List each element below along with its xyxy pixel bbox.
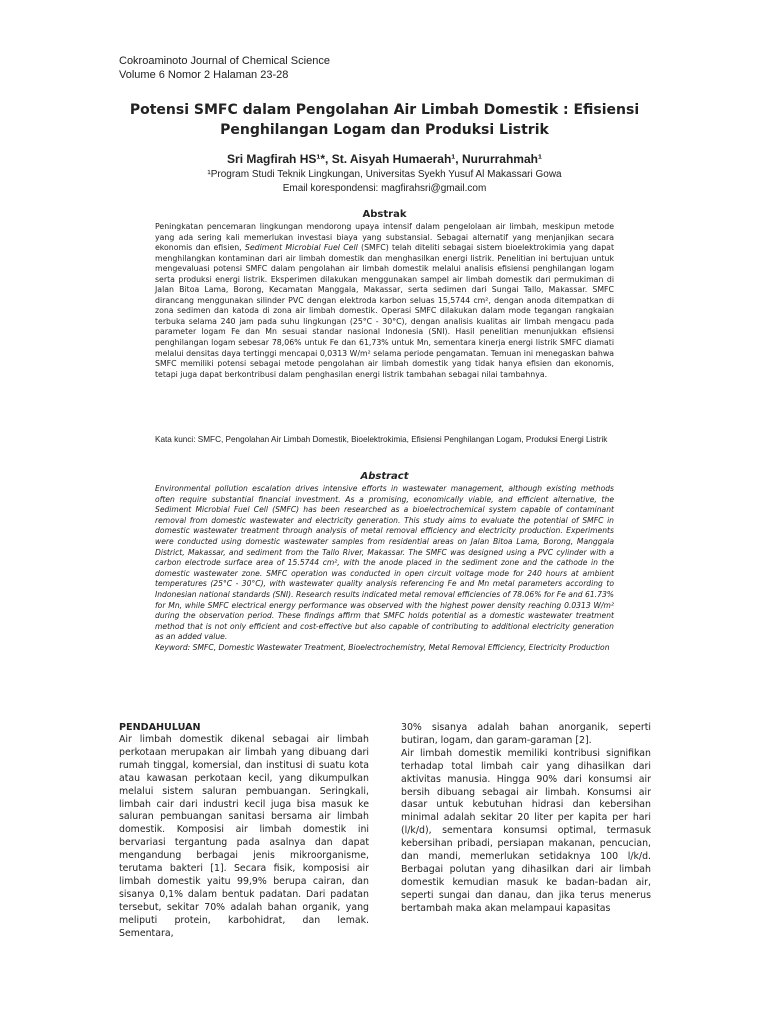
section-heading: PENDAHULUAN: [119, 722, 201, 733]
abstract-keywords: Keyword: SMFC, Domestic Wastewater Treatment, Bioelectrochemistry, Metal Removal Efficiency, Electricity Production: [155, 642, 610, 652]
kata-kunci: Kata kunci: SMFC, Pengolahan Air Limbah Domestik, Bioelektrokimia, Efisiensi Penghilangan Logam, Produksi Energi Listrik: [155, 435, 608, 444]
affiliation: ¹Program Studi Teknik Lingkungan, Universitas Syekh Yusuf Al Makassari Gowa: [207, 169, 562, 180]
journal-header: [119, 54, 330, 82]
abstract-paragraph: Environmental pollution escalation drives intensive efforts in wastewater management, although existing methods often require substantial financial investment. As a promising, economically viable, and efficient alternative, the Sediment Microbial Fuel Cell (SMFC) has been researched as a bioelectrochemical system capable of contaminant removal from domestic wastewater and electricity generation. This study aims to evaluate the potential of SMFC in domestic wastewater treatment through analysis of metal removal efficiency and electricity production. Experiments were conducted using domestic wastewater samples from residential areas on Jalan Bitoa Lama, Borong, Manggala District, Makassar, and sediment from the Tallo River, Makassar. The SMFC was designed using a PVC cylinder with a carbon electrode surface area of 15.5744 cm², with the anode placed in the sediment zone and the cathode in the domestic wastewater zone. SMFC operation was conducted in open circuit voltage mode for 240 hours at ambient temperatures (25°C - 30°C), with wastewater quality analysis referencing Fe and Mn metal parameters according to Indonesian national standards (SNI). Research results indicated metal removal efficiencies of 78.06% for Fe and 61.73% for Mn, while SMFC electrical energy performance was observed with the highest power density reaching 0.0313 W/m² during the observation period. These findings affirm that SMFC holds potential as a domestic wastewater treatment method that is not only efficient and cost-effective but also capable of contributing to additional electricity generation as an added value.: [155, 484, 614, 642]
abstract-heading: Abstract: [360, 471, 409, 482]
abstract-text: [155, 484, 614, 654]
journal-volume: Volume 6 Nomor 2 Halaman 23-28: [119, 69, 289, 81]
abstrak-italic-term: Sediment Microbial Fuel Cell: [244, 243, 358, 253]
body-paragraph: Air limbah domestik memiliki kontribusi signifikan terhadap total limbah cair yang dihasilkan dari aktivitas manusia. Hingga 90% dari konsumsi air bersih dibuang sebagai air limbah. Konsumsi air dasar untuk kebutuhan hidrasi dan kebersihan minimal adalah sekitar 20 liter per kapita per hari (l/k/d), sementara konsumsi optimal, termasuk kebersihan pribadi, persiapan makanan, pencucian, dan mandi, memerlukan setidaknya 100 l/k/d. Berbagai polutan yang dihasilkan dari air limbah domestik kemudian masuk ke badan-badan air, seperti sungai dan danau, dan jika terus menerus bertambah maka akan melampaui kapasitas: [401, 747, 651, 914]
author-list: Sri Magfirah HS¹*, St. Aisyah Humaerah¹, Nururrahmah¹: [227, 152, 542, 166]
affiliation-block: [119, 168, 650, 196]
paper-title: Potensi SMFC dalam Pengolahan Air Limbah Domestik : Efisiensi Penghilangan Logam dan Produksi Listrik: [129, 102, 640, 138]
body-paragraph: 30% sisanya adalah bahan anorganik, seperti butiran, logam, dan garam-garaman [2].: [401, 722, 651, 746]
body-paragraph: Air limbah domestik dikenal sebagai air limbah perkotaan merupakan air limbah yang dibuang dari rumah tinggal, komersial, dan institusi di suatu kota atau kawasan perkotaan kecil, yang dikumpulkan melalui sistem saluran pembuangan. Seringkali, limbah cair dari industri kecil juga bisa masuk ke saluran pembuangan sanitasi bersama air limbah domestik. Komposisi air limbah domestik ini bervariasi tergantung pada asalnya dan dapat mengandung berbagai jenis mikroorganisme, terutama bakteri [1]. Secara fisik, komposisi air limbah domestik yaitu 99,9% berupa cairan, dan sisanya 0,1% dalam bentuk padatan. Dari padatan tersebut, sekitar 70% adalah bahan organik, yang meliputi protein, karbohidrat, dan lemak. Sementara,: [119, 734, 369, 939]
abstrak-text: [155, 222, 614, 380]
body-column-right: [401, 722, 651, 916]
journal-name: Cokroaminoto Journal of Chemical Science: [119, 55, 330, 67]
correspondence-email: Email korespondensi: magfirahsri@gmail.com: [282, 183, 487, 194]
body-column-left: [119, 722, 369, 941]
abstrak-text-part: (SMFC) telah diteliti sebagai sistem bioelektrokimia yang dapat menghilangkan kontaminan dari air limbah domestik dan menghasilkan energi listrik. Penelitian ini bertujuan untuk mengevaluasi potensi SMFC dalam pengolahan air limbah domestik melalui analisis efisiensi penghilangan logam serta produksi energi listrik. Eksperimen dilakukan menggunakan sampel air limbah domestik dari permukiman di Jalan Bitoa Lama, Borong, Kecamatan Manggala, Makassar, serta sedimen dari Sungai Tallo, Makassar. SMFC dirancang menggunakan silinder PVC dengan elektroda karbon seluas 15,5744 cm², dengan anoda ditempatkan di zona sedimen dan katoda di zona air limbah domestik. Operasi SMFC dilakukan dalam mode tegangan rangkaian terbuka selama 240 jam pada suhu lingkungan (25°C - 30°C), dengan analisis kualitas air limbah mengacu pada parameter logam Fe dan Mn sesuai standar nasional Indonesia (SNI). Hasil penelitian menunjukkan efisiensi penghilangan logam sebesar 78,06% untuk Fe dan 61,73% untuk Mn, sementara kinerja energi listrik SMFC diamati melalui densitas daya tertinggi mencapai 0,0313 W/m² selama periode pengamatan. Temuan ini menegaskan bahwa SMFC memiliki potensi sebagai metode pengolahan air limbah domestik yang tidak hanya efisien dan ekonomis, tetapi juga dapat berkontribusi dalam penghasilan energi listrik tambahan sebagai nilai tambahnya.: [155, 243, 614, 379]
abstrak-heading: Abstrak: [362, 209, 407, 220]
abstrak-text-part: Peningkatan pencemaran lingkungan mendorong upaya intensif dalam pengelolaan air limbah, meskipun metode yang ada sering kali memerlukan investasi biaya yang substansial. Sebagai alternatif yang menjanjikan secara ekonomis dan efisien,: [155, 222, 614, 253]
